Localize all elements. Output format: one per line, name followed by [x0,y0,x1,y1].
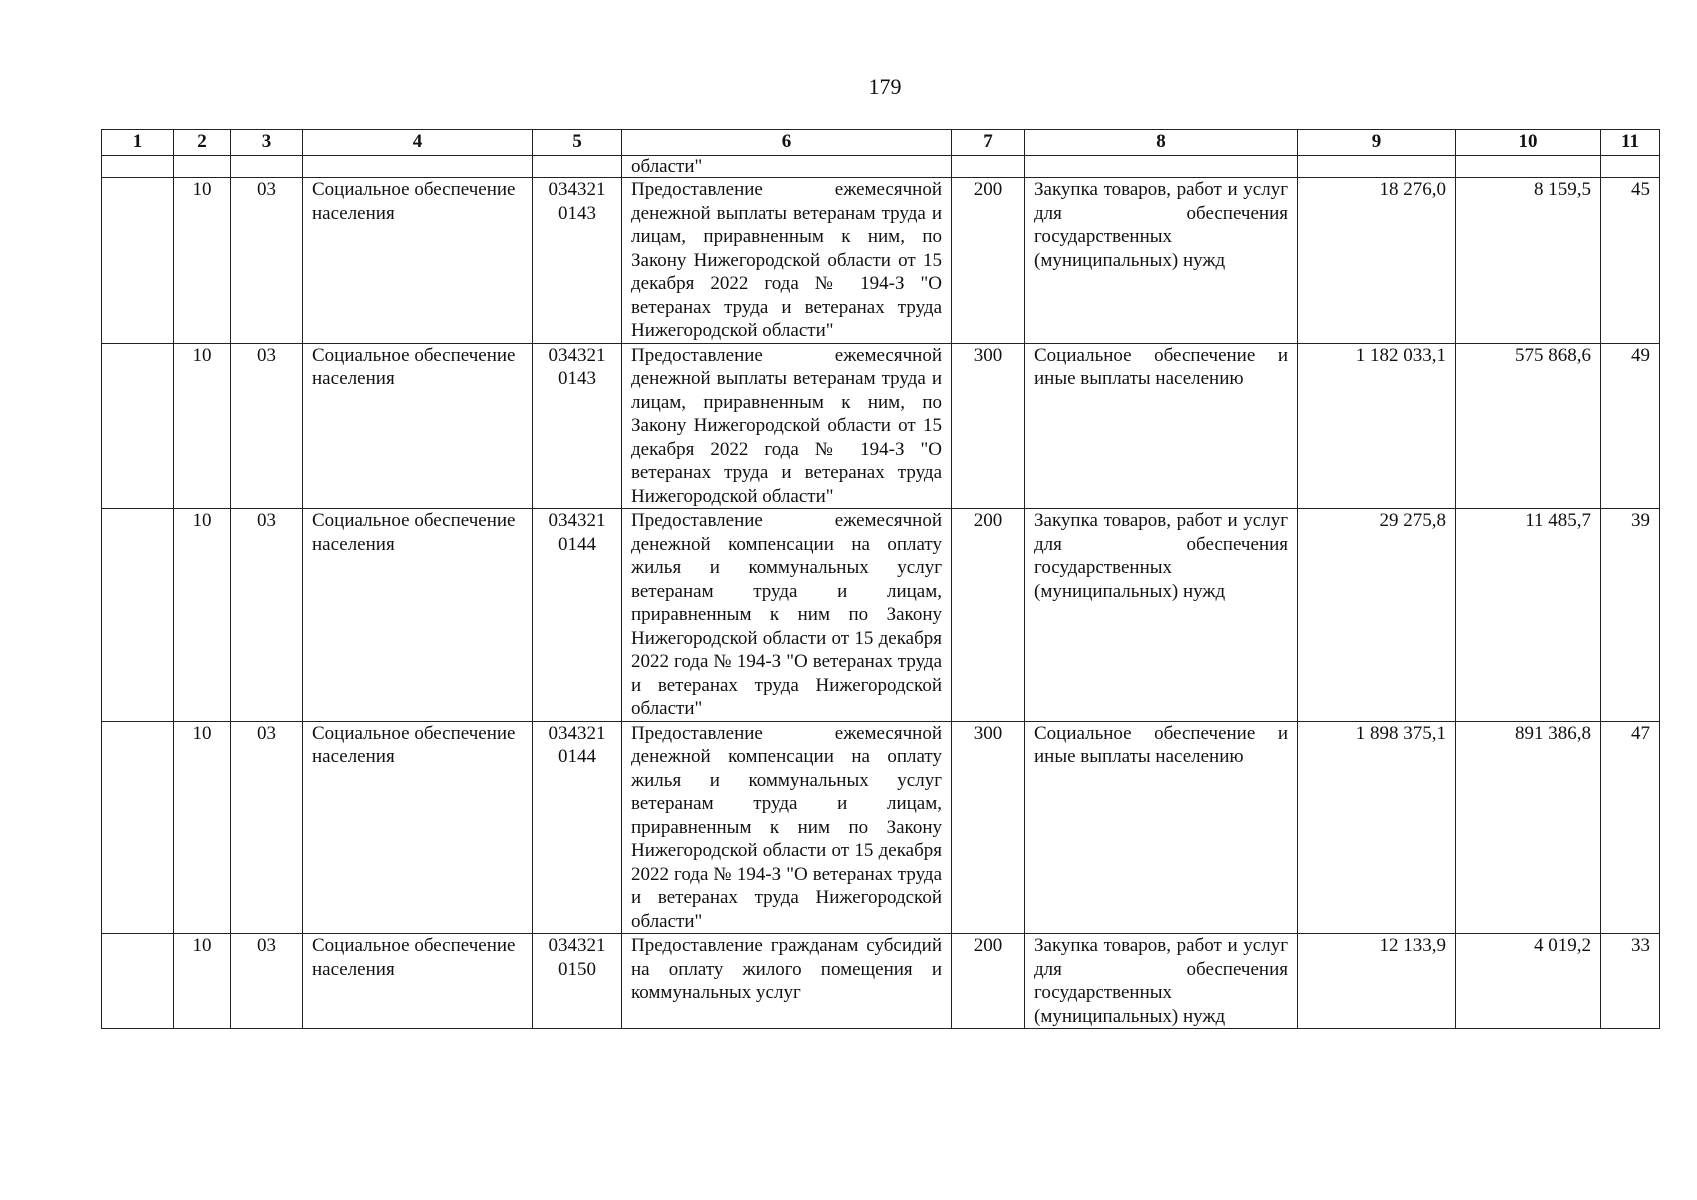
cell-section: 10 [174,343,231,509]
cell-section-name: Социальное обеспечение населения [303,721,533,934]
cell-target-code [533,178,622,344]
target-code-part1: 034321 [548,722,606,744]
cell-description: Предоставление ежемесячной денежной компенсации на оплату жилья и коммунальных услуг ветеранам труда и лицам, приравненным к ним по Закону Нижегородской области от 15 декабря 2022 года № 194-З "О ветеранах труда и ветеранах труда Нижегородской области" [622,509,952,722]
cell-amount-actual: 4 019,2 [1456,934,1601,1029]
cell-target-code [533,721,622,934]
cell-col1 [102,178,174,344]
cell-section: 10 [174,934,231,1029]
cell-percent: 45 [1601,178,1660,344]
cell-amount-plan: 12 133,9 [1298,934,1456,1029]
cell-percent: 39 [1601,509,1660,722]
cell-target-code [533,934,622,1029]
column-header: 2 [174,130,231,156]
cell-subsection: 03 [231,509,303,722]
cell-description: Предоставление гражданам субсидий на оплату жилого помещения и коммунальных услуг [622,934,952,1029]
column-header: 1 [102,130,174,156]
column-header: 8 [1025,130,1298,156]
cell-amount-plan: 1 182 033,1 [1298,343,1456,509]
header-row [102,130,1660,156]
cell-percent: 33 [1601,934,1660,1029]
target-code-part1: 034321 [548,179,606,200]
cell-amount-actual: 8 159,5 [1456,178,1601,344]
column-header: 3 [231,130,303,156]
column-header: 11 [1601,130,1660,156]
cell-section-name: Социальное обеспечение населения [303,178,533,344]
column-header: 9 [1298,130,1456,156]
target-code-part1: 034321 [548,510,606,531]
target-code-part2: 0143 [558,368,596,389]
cell-expense-type: 300 [952,343,1025,509]
page-number: 179 [868,74,902,99]
table-row [102,178,1660,344]
target-code-part1: 034321 [548,344,606,366]
cell-expense-name: Социальное обеспечение и иные выплаты населению [1025,343,1298,509]
cell-expense-name: Закупка товаров, работ и услуг для обеспечения государственных (муниципальных) нужд [1025,178,1298,344]
budget-table [101,129,1660,1029]
cell-subsection: 03 [231,934,303,1029]
cell-section-name: Социальное обеспечение населения [303,934,533,1029]
cell-expense-name: Закупка товаров, работ и услуг для обеспечения государственных (муниципальных) нужд [1025,509,1298,722]
cell-percent: 49 [1601,343,1660,509]
table-row [102,934,1660,1029]
column-header: 4 [303,130,533,156]
cell-target-code [533,343,622,509]
target-code-part2: 0143 [558,202,596,224]
target-code-part2: 0150 [558,958,596,980]
cell-expense-type: 200 [952,934,1025,1029]
cell-col1 [102,934,174,1029]
cell-expense-name: Закупка товаров, работ и услуг для обеспечения государственных (муниципальных) нужд [1025,934,1298,1029]
cell-amount-actual: 891 386,8 [1456,721,1601,934]
cell-description: Предоставление ежемесячной денежной выплаты ветеранам труда и лицам, приравненным к ним, по Закону Нижегородской области от 15 декабря 2022 года № 194-З "О ветеранах труда и ветеранах труда Нижегородской области" [622,343,952,509]
cell-amount-plan: 18 276,0 [1298,178,1456,344]
cell-section: 10 [174,178,231,344]
table-row [102,343,1660,509]
cell-target-code [533,509,622,722]
column-header: 7 [952,130,1025,156]
cell-col1 [102,509,174,722]
table-row [102,721,1660,934]
cell-section-name: Социальное обеспечение населения [303,509,533,722]
cell-section: 10 [174,721,231,934]
cell-expense-type: 200 [952,509,1025,722]
cell-subsection: 03 [231,721,303,934]
table-row [102,509,1660,722]
cell-description: Предоставление ежемесячной денежной компенсации на оплату жилья и коммунальных услуг ветеранам труда и лицам, приравненным к ним по Закону Нижегородской области от 15 декабря 2022 года № 194-З "О ветеранах труда и ветеранах труда Нижегородской области" [622,721,952,934]
column-header: 10 [1456,130,1601,156]
cell-subsection: 03 [231,343,303,509]
cell-col1 [102,343,174,509]
cell-subsection: 03 [231,178,303,344]
cell-amount-actual: 575 868,6 [1456,343,1601,509]
target-code-part2: 0144 [558,533,596,555]
column-header: 6 [622,130,952,156]
column-header: 5 [533,130,622,156]
target-code-part2: 0144 [558,746,596,767]
cell-expense-type: 200 [952,178,1025,344]
continuation-text: области" [622,156,952,178]
cell-section-name: Социальное обеспечение населения [303,343,533,509]
continuation-row [102,156,1660,178]
cell-amount-plan: 29 275,8 [1298,509,1456,722]
cell-expense-type: 300 [952,721,1025,934]
cell-expense-name: Социальное обеспечение и иные выплаты населению [1025,721,1298,934]
cell-amount-plan: 1 898 375,1 [1298,721,1456,934]
cell-percent: 47 [1601,721,1660,934]
target-code-part1: 034321 [548,935,606,956]
cell-description: Предоставление ежемесячной денежной выплаты ветеранам труда и лицам, приравненным к ним, по Закону Нижегородской области от 15 декабря 2022 года № 194-З "О ветеранах труда и ветеранах труда Нижегородской области" [622,178,952,344]
cell-amount-actual: 11 485,7 [1456,509,1601,722]
cell-col1 [102,721,174,934]
cell-section: 10 [174,509,231,722]
